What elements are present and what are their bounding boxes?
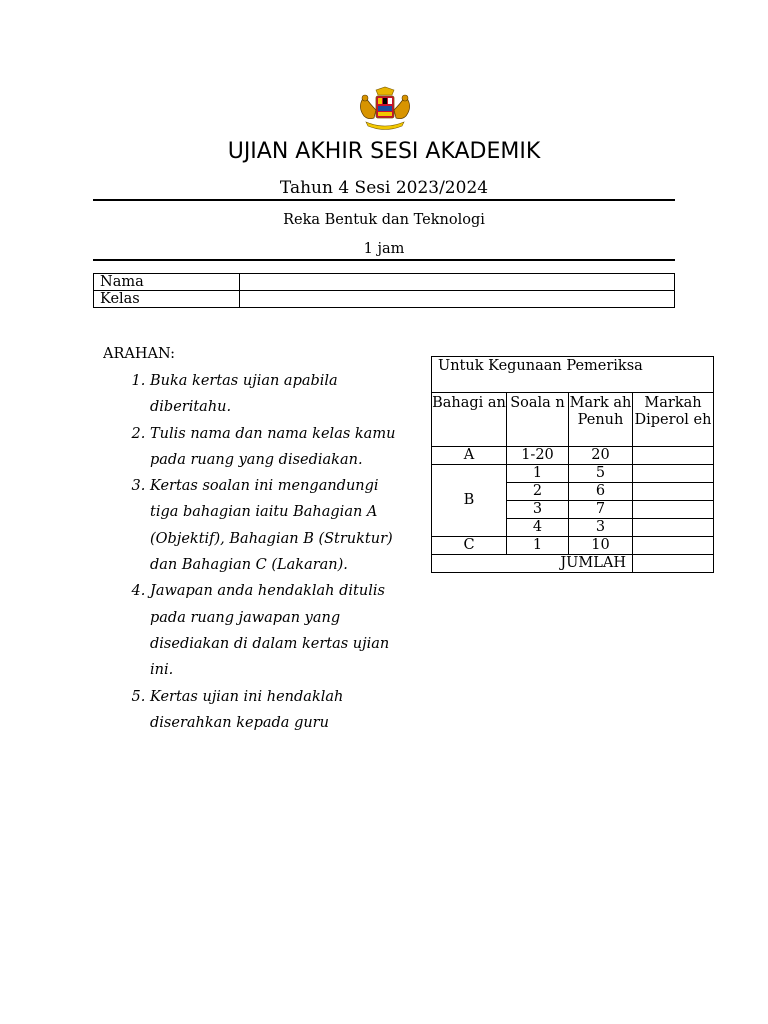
question-cell: 1 [507,537,569,555]
exam-subtitle: Tahun 4 Sesi 2023/2024 [279,178,489,198]
list-item: 1. Buka kertas ujian apabila diberitahu. [150,368,403,421]
exam-title: UJIAN AKHIR SESI AKADEMIK [227,139,541,164]
section-cell: B [432,465,507,537]
column-header-obtained-marks: Markah Diperol eh [633,393,714,447]
section-cell: C [432,537,507,555]
total-marks-cell[interactable] [633,555,714,573]
instructions-list [103,368,403,736]
table-row [432,537,714,555]
examiner-marks-table [431,356,714,573]
question-cell: 2 [507,483,569,501]
list-item: 3. Kertas soalan ini mengandungi tiga bahagian iaitu Bahagian A (Objektif), Bahagian B (Struktur) dan Bahagian C (Lakaran). [150,473,403,578]
section-cell: A [432,447,507,465]
full-marks-cell: 10 [569,537,633,555]
obtained-marks-cell[interactable] [633,537,714,555]
question-cell: 1 [507,465,569,483]
divider [93,259,675,261]
table-header-row [432,393,714,447]
full-marks-cell: 5 [569,465,633,483]
obtained-marks-cell[interactable] [633,447,714,465]
obtained-marks-cell[interactable] [633,483,714,501]
coat-of-arms-emblem [354,86,416,132]
divider [93,199,675,201]
question-cell: 1-20 [507,447,569,465]
obtained-marks-cell[interactable] [633,465,714,483]
full-marks-cell: 20 [569,447,633,465]
instructions-section [103,346,403,778]
obtained-marks-cell[interactable] [633,501,714,519]
table-row [94,291,675,308]
table-row [432,555,714,573]
total-label: JUMLAH [432,555,633,573]
obtained-marks-cell[interactable] [633,519,714,537]
column-header-question: Soala n [507,393,569,447]
examiner-table-heading: Untuk Kegunaan Pemeriksa [432,357,714,393]
table-row [432,465,714,483]
question-cell: 4 [507,519,569,537]
column-header-section: Bahagi an [432,393,507,447]
column-header-full-marks: Mark ah Penuh [569,393,633,447]
list-item: 2. Tulis nama dan nama kelas kamu pada ruang yang disediakan. [150,421,403,474]
full-marks-cell: 6 [569,483,633,501]
name-field[interactable] [240,274,675,291]
class-field[interactable] [240,291,675,308]
student-info-table [93,273,675,308]
full-marks-cell: 3 [569,519,633,537]
question-cell: 3 [507,501,569,519]
list-item: 5. Kertas ujian ini hendaklah diserahkan kepada guru [150,684,403,737]
subject-name: Reka Bentuk dan Teknologi [283,212,485,228]
table-row [432,357,714,393]
list-item: 4. Jawapan anda hendaklah ditulis pada ruang jawapan yang disediakan di dalam kertas ujian ini. [150,578,403,683]
name-label: Nama [94,274,240,291]
table-row [432,447,714,465]
full-marks-cell: 7 [569,501,633,519]
table-row [94,274,675,291]
instructions-title: ARAHAN: [103,346,176,362]
class-label: Kelas [94,291,240,308]
exam-duration: 1 jam [363,241,405,257]
